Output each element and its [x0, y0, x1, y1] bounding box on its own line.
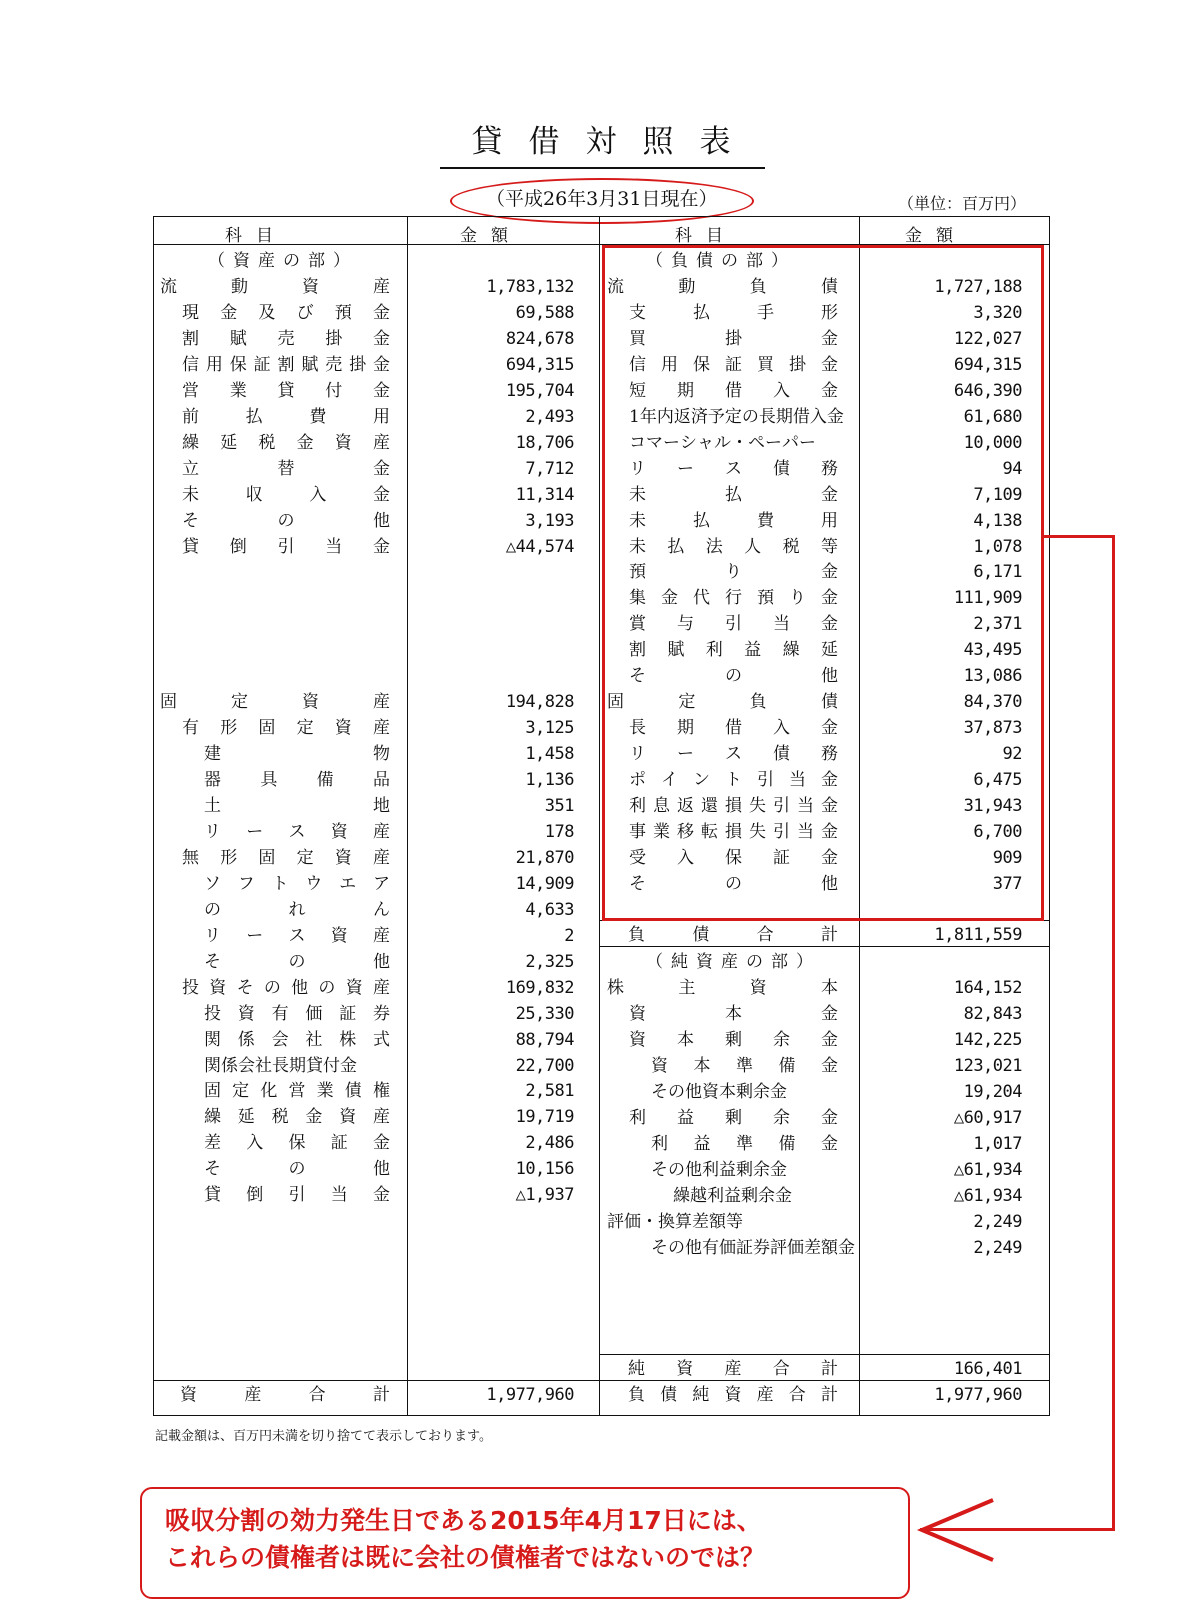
table-row-label: 買 掛 金: [629, 329, 838, 349]
table-row-label: 割 賦 利 益 繰 延: [629, 640, 838, 660]
table-row-label: 立 替 金: [182, 459, 390, 479]
table-row-value: 61,680: [963, 407, 1022, 427]
table-row-value: △1,937: [515, 1185, 574, 1205]
table-row-label: そ の 他: [629, 874, 838, 894]
table-row-label: 無 形 固 定 資 産: [182, 848, 390, 868]
table-row-label: 繰 越 利 益 剰 余 金: [673, 1186, 792, 1206]
table-row-value: 11,314: [515, 485, 574, 505]
table-row-value: 18,706: [515, 433, 574, 453]
table-row-label: 割 賦 売 掛 金: [182, 329, 390, 349]
table-row-value: 164,152: [953, 978, 1022, 998]
table-row-value: 1,017: [973, 1134, 1022, 1154]
table-row-label: 未 払 法 人 税 等: [629, 537, 838, 557]
table-row-label: 関 係 会 社 株 式: [204, 1030, 390, 1050]
table-row-value: 6,700: [973, 822, 1022, 842]
table-row-value: 2,371: [973, 614, 1022, 634]
table-row-value: 178: [544, 822, 574, 842]
table-row-label: ポ イ ン ト 引 当 金: [629, 770, 838, 790]
assets-total-label: 資 産 合 計: [180, 1385, 390, 1405]
table-row-value: 4,138: [973, 511, 1022, 531]
net-assets-section-label: （純資産の部）: [646, 952, 821, 972]
table-row-label: 固 定 負 債: [607, 692, 838, 712]
table-row-label: 資 本 剰 余 金: [629, 1030, 838, 1050]
table-row-value: 19,204: [963, 1082, 1022, 1102]
table-row-value: 13,086: [963, 666, 1022, 686]
table-row-value: 2,581: [525, 1081, 574, 1101]
liabilities-highlight-box: [602, 245, 1044, 921]
grand-total-label: 負 債 純 資 産 合 計: [628, 1385, 838, 1405]
column-divider: [599, 216, 600, 1416]
table-row-value: 1,078: [973, 537, 1022, 557]
table-row-value: 82,843: [963, 1004, 1022, 1024]
table-row-label: 評 価 ・ 換 算 差 額 等: [607, 1212, 743, 1232]
table-row-value: 7,712: [525, 459, 574, 479]
table-row-label: 未 払 金: [629, 485, 838, 505]
table-row-value: △61,934: [953, 1160, 1022, 1180]
assets-section-label: （資産の部）: [208, 251, 358, 271]
table-row-label: 有 形 固 定 資 産: [182, 718, 390, 738]
table-row-label: 差 入 保 証 金: [204, 1133, 390, 1153]
header-subject-right: 科目: [675, 226, 737, 246]
table-row-value: 195,704: [505, 381, 574, 401]
table-row-label: コ マ ー シ ャ ル ・ ペ ー パ ー: [629, 433, 816, 453]
table-row-value: 1,136: [525, 770, 574, 790]
table-row-value: 351: [544, 796, 574, 816]
table-row-label: 1 年 内 返 済 予 定 の 長 期 借 入 金: [629, 407, 844, 427]
table-row-label: 繰 延 税 金 資 産: [204, 1107, 390, 1127]
table-row-value: △60,917: [953, 1108, 1022, 1128]
document-title: 貸借対照表: [471, 124, 757, 160]
table-row-value: 10,156: [515, 1159, 574, 1179]
table-row-value: 19,719: [515, 1107, 574, 1127]
table-row-value: 10,000: [963, 433, 1022, 453]
table-row-value: 377: [992, 874, 1022, 894]
table-row-label: 資 本 準 備 金: [651, 1056, 838, 1076]
table-row-value: 2,249: [973, 1238, 1022, 1258]
table-row-label: 営 業 貸 付 金: [182, 381, 390, 401]
net-assets-total-line-top: [599, 1354, 1050, 1355]
table-row-label: 流 動 資 産: [160, 277, 390, 297]
table-row-label: 短 期 借 入 金: [629, 381, 838, 401]
table-row-value: 43,495: [963, 640, 1022, 660]
table-row-label: 未 払 費 用: [629, 511, 838, 531]
table-row-value: 2: [564, 926, 574, 946]
table-row-label: 繰 延 税 金 資 産: [182, 433, 390, 453]
liabilities-section-label: （負債の部）: [646, 251, 796, 271]
table-row-value: 6,171: [973, 562, 1022, 582]
table-row-label: 土 地: [204, 796, 390, 816]
table-row-label: リ ー ス 債 務: [629, 744, 838, 764]
table-row-label: そ の 他 有 価 証 券 評 価 差 額 金: [651, 1238, 855, 1258]
table-row-value: 694,315: [505, 355, 574, 375]
table-row-label: 投 資 そ の 他 の 資 産: [182, 978, 390, 998]
annotation-callout-text: [165, 1502, 765, 1576]
table-row-value: 3,125: [525, 718, 574, 738]
net-assets-total-label: 純 資 産 合 計: [628, 1359, 838, 1379]
table-row-label: 預 り 金: [629, 562, 838, 582]
table-row-value: △61,934: [953, 1186, 1022, 1206]
table-row-label: 貸 倒 引 当 金: [182, 537, 390, 557]
table-row-value: 4,633: [525, 900, 574, 920]
table-row-label: 固 定 化 営 業 債 権: [204, 1081, 390, 1101]
liabilities-total-value: 1,811,559: [934, 925, 1022, 945]
table-row-value: 122,027: [953, 329, 1022, 349]
table-row-value: 2,325: [525, 952, 574, 972]
table-row-label: リ ー ス 債 務: [629, 459, 838, 479]
as-of-date: （平成26年3月31日現在）: [486, 188, 718, 210]
table-row-value: 84,370: [963, 692, 1022, 712]
table-row-label: ソ フ ト ウ エ ア: [204, 874, 390, 894]
callout-line-1: 吸収分割の効力発生日である2015年4月17日には、: [165, 1506, 762, 1535]
table-row-label: 建 物: [204, 744, 390, 764]
table-row-label: 利 益 準 備 金: [651, 1134, 838, 1154]
table-row-label: 前 払 費 用: [182, 407, 390, 427]
header-amount-left: 金額: [460, 226, 522, 246]
table-row-value: 88,794: [515, 1030, 574, 1050]
liabilities-total-label: 負 債 合 計: [628, 925, 838, 945]
table-row-value: 111,909: [953, 588, 1022, 608]
table-row-value: 22,700: [515, 1056, 574, 1076]
table-row-label: そ の 他: [629, 666, 838, 686]
table-row-label: 信 用 保 証 買 掛 金: [629, 355, 838, 375]
table-row-value: 646,390: [953, 381, 1022, 401]
table-row-label: そ の 他 利 益 剰 余 金: [651, 1160, 787, 1180]
footnote: 記載金額は、百万円未満を切り捨てて表示しております。: [155, 1429, 492, 1444]
table-row-value: 3,320: [973, 303, 1022, 323]
table-row-label: 集 金 代 行 預 り 金: [629, 588, 838, 608]
table-row-label: 事 業 移 転 損 失 引 当 金: [629, 822, 838, 842]
table-row-label: 利 息 返 還 損 失 引 当 金: [629, 796, 838, 816]
table-row-label: 未 収 入 金: [182, 485, 390, 505]
table-row-label: 賞 与 引 当 金: [629, 614, 838, 634]
table-row-label: リ ー ス 資 産: [204, 926, 390, 946]
table-row-label: 信 用 保 証 割 賦 売 掛 金: [182, 355, 390, 375]
net-assets-total-value: 166,401: [953, 1359, 1022, 1379]
table-row-label: 器 具 備 品: [204, 770, 390, 790]
table-row-value: 37,873: [963, 718, 1022, 738]
grand-total-value: 1,977,960: [934, 1385, 1022, 1405]
table-row-label: そ の 他: [204, 952, 390, 972]
table-row-label: 関 係 会 社 長 期 貸 付 金: [204, 1056, 357, 1076]
table-row-value: 3,193: [525, 511, 574, 531]
table-row-label: 投 資 有 価 証 券: [204, 1004, 390, 1024]
title-underline: [440, 167, 765, 169]
table-row-value: 1,458: [525, 744, 574, 764]
table-row-label: 支 払 手 形: [629, 303, 838, 323]
table-row-value: 2,493: [525, 407, 574, 427]
table-row-label: そ の 他: [204, 1159, 390, 1179]
table-row-value: 69,588: [515, 303, 574, 323]
table-row-value: 2,486: [525, 1133, 574, 1153]
table-row-label: 長 期 借 入 金: [629, 718, 838, 738]
table-row-label: 株 主 資 本: [607, 978, 838, 998]
table-row-label: の れ ん: [204, 900, 390, 920]
callout-line-2: これらの債権者は既に会社の債権者ではないのでは？: [165, 1543, 766, 1572]
table-row-value: 694,315: [953, 355, 1022, 375]
header-subject-left: 科目: [225, 226, 287, 246]
table-row-value: △44,574: [505, 537, 574, 557]
table-row-value: 94: [1002, 459, 1022, 479]
table-row-value: 7,109: [973, 485, 1022, 505]
table-row-value: 6,475: [973, 770, 1022, 790]
table-row-value: 1,727,188: [934, 277, 1022, 297]
table-row-value: 92: [1002, 744, 1022, 764]
table-row-label: 現 金 及 び 預 金: [182, 303, 390, 323]
table-row-value: 1,783,132: [486, 277, 574, 297]
unit-label: （単位：百万円）: [898, 194, 1027, 213]
table-row-value: 21,870: [515, 848, 574, 868]
arrow-left-icon: [918, 1490, 998, 1570]
table-row-value: 142,225: [953, 1030, 1022, 1050]
table-row-value: 2,249: [973, 1212, 1022, 1232]
table-row-label: 貸 倒 引 当 金: [204, 1185, 390, 1205]
table-row-value: 194,828: [505, 692, 574, 712]
table-row-value: 14,909: [515, 874, 574, 894]
assets-total-value: 1,977,960: [486, 1385, 574, 1405]
table-row-label: 受 入 保 証 金: [629, 848, 838, 868]
table-row-label: そ の 他: [182, 511, 390, 531]
table-row-value: 25,330: [515, 1004, 574, 1024]
table-row-label: そ の 他 資 本 剰 余 金: [651, 1082, 787, 1102]
table-row-value: 123,021: [953, 1056, 1022, 1076]
table-row-value: 909: [992, 848, 1022, 868]
table-row-value: 824,678: [505, 329, 574, 349]
table-row-value: 169,832: [505, 978, 574, 998]
table-row-label: 固 定 資 産: [160, 692, 390, 712]
table-row-label: 利 益 剰 余 金: [629, 1108, 838, 1128]
connector-line: [1112, 535, 1115, 1531]
table-row-value: 31,943: [963, 796, 1022, 816]
table-row-label: リ ー ス 資 産: [204, 822, 390, 842]
connector-line: [1044, 535, 1115, 538]
table-row-label: 資 本 金: [629, 1004, 838, 1024]
header-amount-right: 金額: [905, 226, 967, 246]
table-row-label: 流 動 負 債: [607, 277, 838, 297]
